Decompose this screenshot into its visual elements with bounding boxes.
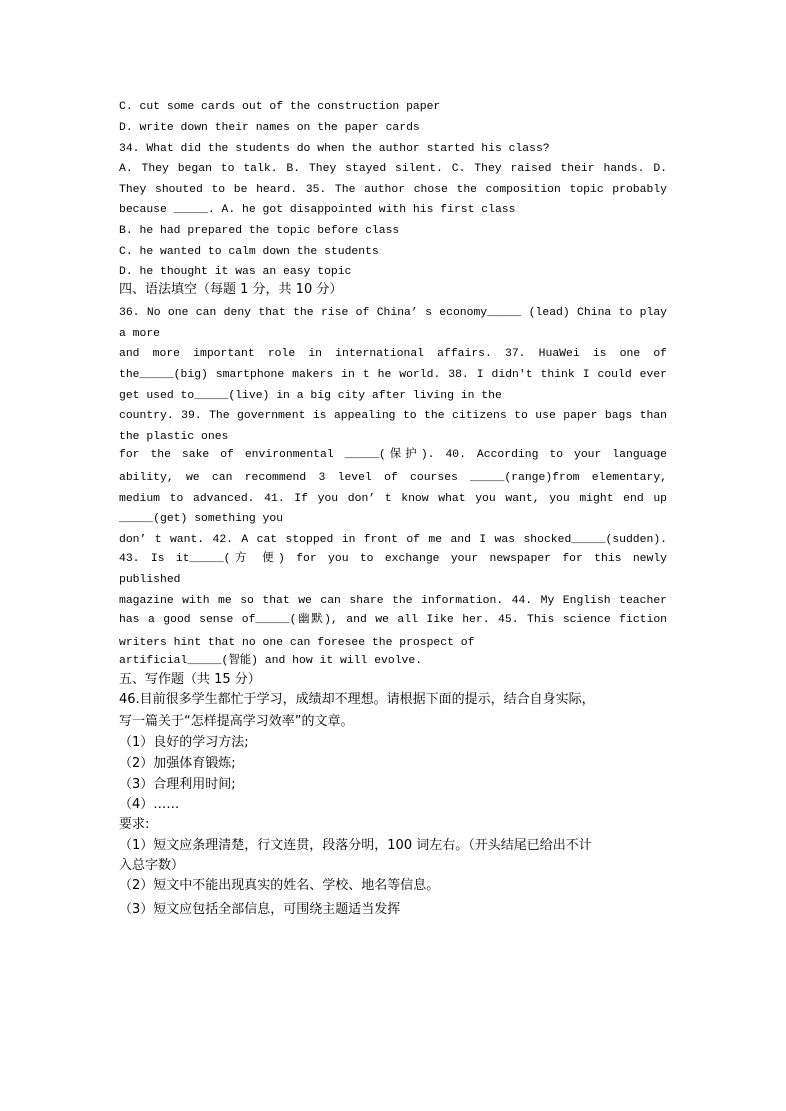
text-line: has a good sense of_____(幽默), and we all Iike her. 45. This science fiction — [119, 614, 667, 626]
text-line: ability, we can recommend 3 level of courses _____(range)from elementary, — [119, 472, 667, 484]
text-line: artificial_____(智能) and how it will evolve. — [119, 655, 423, 667]
text-line: country. 39. The government is appealing to the citizens to use paper bags than — [119, 410, 667, 422]
text-line: 43. Is it_____(方 便) for you to exchange your newspaper for this newly — [119, 553, 667, 565]
text-line: D. write down their names on the paper cards — [119, 122, 420, 134]
text-line: get used to_____(live) in a big city after living in the — [119, 390, 502, 402]
text-line: the_____(big) smartphone makers in t he world. 38. I didn't think I could ever — [119, 369, 667, 381]
text-line: medium to advanced. 41. If you don’ t know what you want, you might end up — [119, 493, 667, 505]
text-line: 34. What did the students do when the author started his class? — [119, 143, 550, 155]
text-line: a more — [119, 328, 161, 340]
chinese-text-line: 五、写作题（共 15 分） — [119, 672, 261, 687]
chinese-text-line: 46.目前很多学生都忙于学习，成绩却不理想。请根据下面的提示，结合自身实际， — [119, 692, 595, 707]
text-line: D. he thought it was an easy topic — [119, 266, 352, 278]
chinese-text-line: （4）…… — [119, 797, 180, 812]
text-line: the plastic ones — [119, 431, 229, 443]
text-line: C. cut some cards out of the construction paper — [119, 101, 441, 113]
chinese-text-line: （2）短文中不能出现真实的姓名、学校、地名等信息。 — [119, 878, 440, 893]
chinese-text-line: （1）短文应条理清楚，行文连贯，段落分明，100 词左右。（开头结尾已给出不计 — [119, 838, 592, 853]
text-line: and more important role in international affairs. 37. HuaWei is one of — [119, 348, 667, 360]
text-line: C. he wanted to calm down the students — [119, 246, 379, 258]
text-line: writers hint that no one can foresee the prospect of — [119, 637, 475, 649]
chinese-text-line: （3）合理利用时间; — [119, 777, 236, 792]
text-line: magazine with me so that we can share the information. 44. My English teacher — [119, 595, 667, 607]
chinese-text-line: （1）良好的学习方法; — [119, 735, 249, 750]
text-line: because _____. A. he got disappointed with his first class — [119, 204, 516, 216]
chinese-text-line: 要求: — [119, 817, 150, 832]
text-line: _____(get) something you — [119, 513, 284, 525]
text-line: don’ t want. 42. A cat stopped in front of me and I was shocked_____(sudden). — [119, 534, 667, 546]
text-line: published — [119, 574, 181, 586]
chinese-text-line: 入总字数） — [119, 858, 185, 873]
text-line: A. They began to talk. B. They stayed silent. C. They raised their hands. D. — [119, 163, 667, 175]
text-line: for the sake of environmental _____(保护). 40. According to your language — [119, 449, 667, 461]
text-line: 36. No one can deny that the rise of China’ s economy_____ (lead) China to play — [119, 307, 667, 319]
chinese-text-line: 写一篇关于“怎样提高学习效率”的文章。 — [119, 714, 354, 729]
text-line: B. he had prepared the topic before class — [119, 225, 400, 237]
chinese-text-line: 四、语法填空（每题 1 分，共 10 分） — [119, 282, 343, 297]
text-line: They shouted to be heard. 35. The author chose the composition topic probably — [119, 184, 667, 196]
chinese-text-line: （3）短文应包括全部信息，可围绕主题适当发挥 — [119, 902, 401, 917]
chinese-text-line: （2）加强体育锻炼; — [119, 756, 236, 771]
